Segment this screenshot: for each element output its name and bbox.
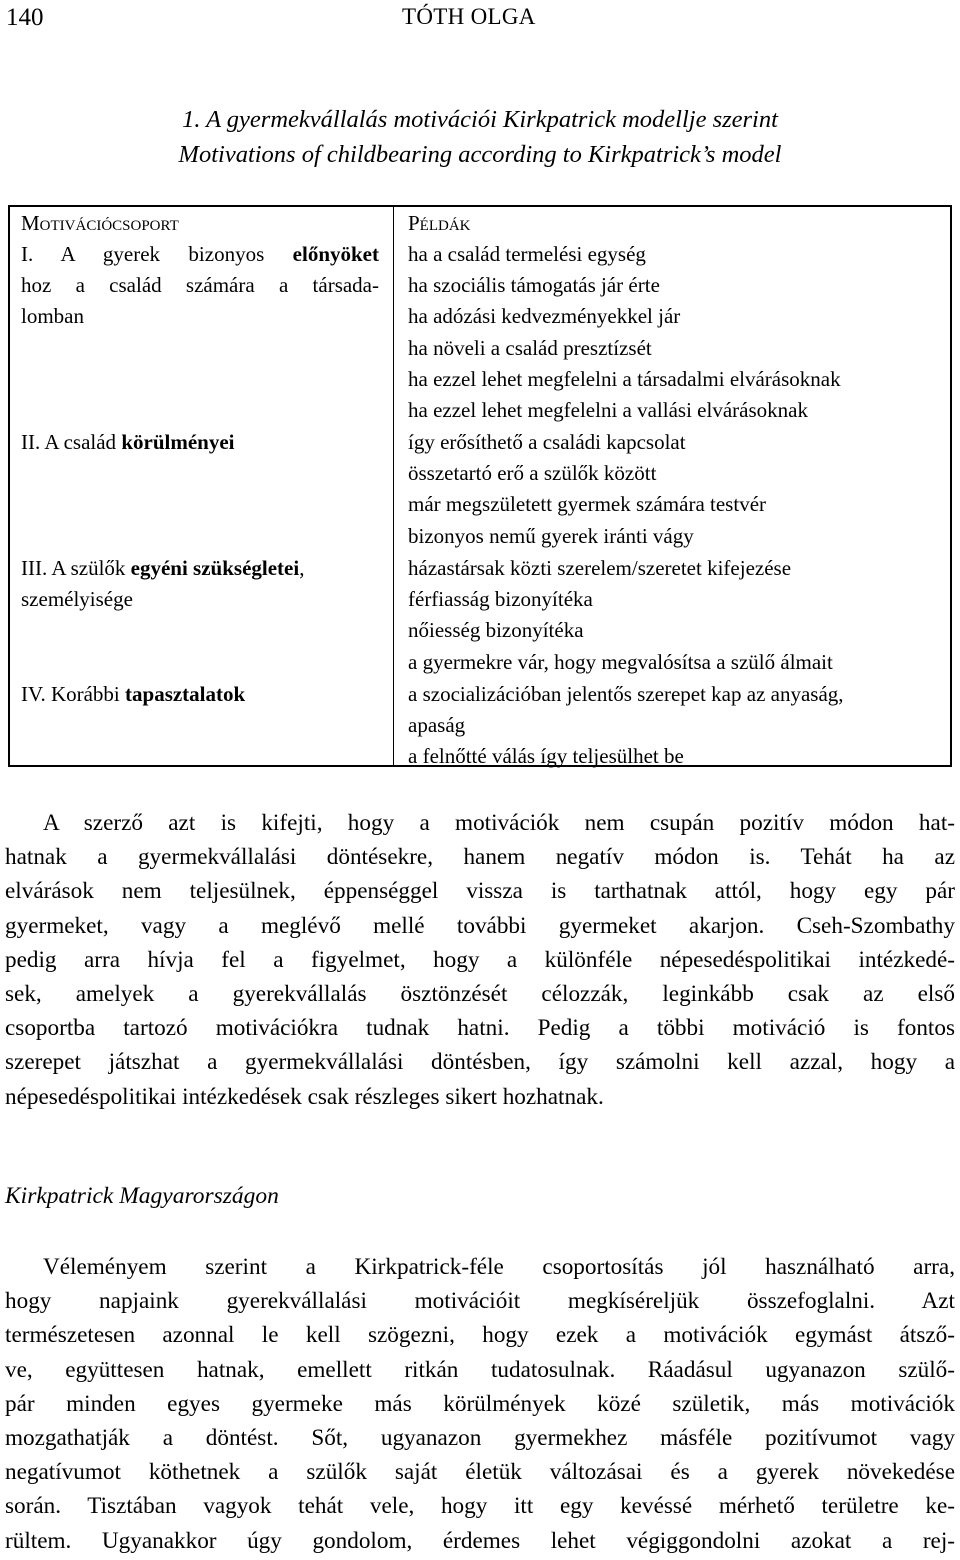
motivation-table (8, 205, 952, 767)
paragraph-1 (5, 806, 955, 1114)
group-label-1 (21, 239, 379, 333)
example-item: apaság (408, 713, 466, 738)
example-item: már megszületett gyermek számára testvér (408, 492, 767, 517)
section-heading: Kirkpatrick Magyarországon (5, 1183, 279, 1209)
paragraph-2 (5, 1250, 955, 1558)
group-label-2 (21, 427, 379, 458)
column-divider (393, 207, 394, 765)
group-label-line: I. A gyerek bizonyos előnyöket (21, 242, 379, 266)
paragraph-line: gyermeket, vagy a meglévő mellé további gyermeket akarjon. Cseh-Szombathy (5, 912, 955, 939)
paragraph-line: pár minden egyes gyermeke más körülmények közé születik, más motivációk (5, 1390, 955, 1417)
example-item: a szocializációban jelentős szerepet kap az anyaság, (408, 682, 844, 706)
example-item: házastársak közti szerelem/szeretet kifejezése (408, 556, 792, 580)
paragraph-line: népesedéspolitikai intézkedések csak részleges sikert hozhatnak. (5, 1083, 604, 1110)
paragraph-line: során. Tisztában vagyok tehát vele, hogy itt egy kevéssé mérhető területre ke- (5, 1493, 955, 1520)
example-item: ha a család termelési egység (408, 242, 646, 266)
group-label-4 (21, 679, 379, 710)
paragraph-line: mozgathatják a döntést. Sőt, ugyanazon gyermekhez másféle pozitívumot vagy (5, 1425, 955, 1452)
example-item: így erősíthető a családi kapcsolat (408, 430, 686, 454)
group-examples-1 (408, 239, 948, 426)
example-item: a gyermekre vár, hogy megvalósítsa a szülő álmait (408, 649, 833, 674)
example-item: ha ezzel lehet megfelelni a társadalmi elvárásoknak (408, 366, 841, 391)
column-header-motivation-group: Motivációcsoport (21, 211, 179, 235)
group-label-3 (21, 553, 379, 615)
example-item: ha növeli a család presztízsét (408, 335, 652, 360)
group-label-line: személyisége (21, 587, 133, 612)
paragraph-line: elvárások nem teljesülnek, éppenséggel vissza is tarthatnak attól, hogy egy pár (5, 878, 955, 905)
group-label-line: hoz a család számára a társada- (21, 273, 379, 298)
paragraph-line: rültem. Ugyanakkor úgy gondolom, érdemes lehet végiggondolni azokat a rej- (5, 1527, 955, 1554)
page-number: 140 (6, 4, 44, 31)
caption-line-english: Motivations of childbearing according to Kirkpatrick’s model (178, 141, 782, 168)
example-item: férfiasság bizonyítéka (408, 587, 593, 612)
group-examples-2 (408, 427, 948, 552)
paragraph-line: pedig arra hívja fel a figyelmet, hogy a különféle népesedéspolitikai intézkedé- (5, 946, 955, 973)
group-label-line: lomban (21, 304, 84, 329)
group-label-line: III. A szülők egyéni szükségletei, (21, 556, 305, 580)
group-label-line: II. A család körülményei (21, 430, 235, 454)
paragraph-line: hogy napjaink gyerekvállalási motivációit megkíséreljük összefoglalni. Azt (5, 1288, 955, 1315)
group-examples-3 (408, 553, 948, 678)
paragraph-line: Véleményem szerint a Kirkpatrick-féle csoportosítás jól használható arra, (43, 1254, 955, 1280)
paragraph-line: természetesen azonnal le kell szögezni, hogy ezek a motivációk egymást átsző- (5, 1322, 955, 1349)
group-examples-4 (408, 679, 948, 773)
paragraph-line: A szerző azt is kifejti, hogy a motivációk nem csupán pozitív módon hat- (43, 810, 955, 836)
paragraph-line: hatnak a gyermekvállalási döntésekre, hanem negatív módon is. Tehát ha az (5, 844, 955, 871)
running-head-author: TÓTH OLGA (402, 4, 536, 29)
paragraph-line: sek, amelyek a gyerekvállalás ösztönzését célozzák, leginkább csak az első (5, 981, 955, 1008)
example-item: a felnőtté válás így teljesülhet be (408, 744, 684, 769)
example-item: bizonyos nemű gyerek iránti vágy (408, 523, 694, 548)
example-item: ha ezzel lehet megfelelni a vallási elvárásoknak (408, 398, 808, 423)
table-caption (0, 102, 960, 172)
example-item: ha szociális támogatás jár érte (408, 273, 660, 298)
example-item: ha adózási kedvezményekkel jár (408, 304, 681, 329)
group-label-line: IV. Korábbi tapasztalatok (21, 682, 246, 706)
column-header-examples: Példák (408, 211, 471, 235)
example-item: összetartó erő a szülők között (408, 461, 657, 486)
paragraph-line: ve, együttesen hatnak, emellett ritkán tudatosulnak. Ráadásul ugyanazon szülő- (5, 1356, 955, 1383)
page-header (0, 0, 960, 40)
paragraph-line: csoportba tartozó motivációkra tudnak hatni. Pedig a többi motiváció is fontos (5, 1015, 955, 1042)
caption-line-hungarian: 1. A gyermekvállalás motivációi Kirkpatrick modellje szerint (182, 106, 778, 133)
example-item: nőiesség bizonyítéka (408, 618, 584, 643)
paragraph-line: szerepet játszhat a gyermekvállalási döntésben, így számolni kell azzal, hogy a (5, 1049, 955, 1076)
paragraph-line: negatívumot köthetnek a szülők saját életük változásai és a gyerek növekedése (5, 1459, 955, 1486)
